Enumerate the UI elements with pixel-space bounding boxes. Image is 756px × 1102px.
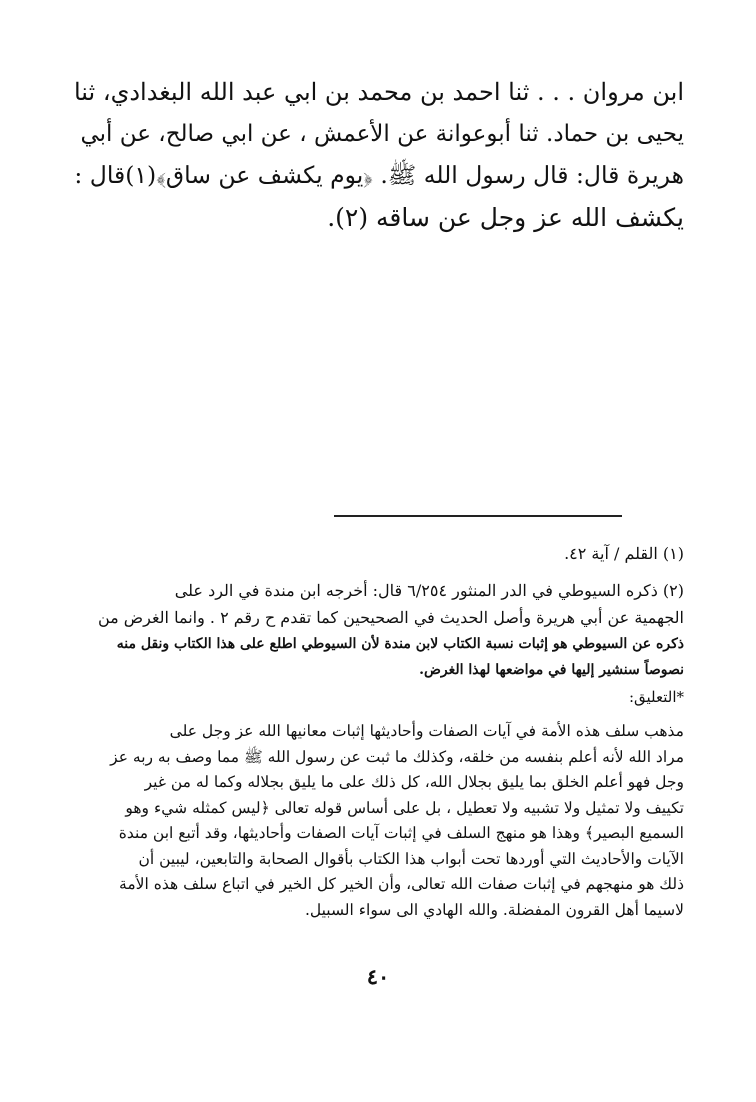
main-text-block — [72, 72, 684, 238]
taliq-line: لاسيما أهل القرون المفضلة. والله الهادي الى سواء السبيل. — [304, 900, 684, 919]
footnote-1: (١) القلم / آية ٤٢. — [564, 544, 684, 563]
taliq-line: تكييف ولا تمثيل ولا تشبيه ولا تعطيل ، بل على أساس قوله تعالى ﴿ليس كمثله شيء وهو — [125, 798, 684, 817]
footnote-2-line: الجهمية عن أبي هريرة وأصل الحديث في الصحيحين كما تقدم ح رقم ٢ . وانما الغرض من — [97, 608, 684, 627]
taliq-line: مراد الله لأنه أعلم بنفسه من خلقه، وكذلك ما ثبت عن رسول الله ﷺ مما وصف به ربه عز — [110, 747, 684, 766]
main-text-line: ابن مروان . . . ثنا احمد بن محمد بن ابي عبد الله البغدادي، ثنا — [73, 78, 684, 106]
main-text-line: يكشف الله عز وجل عن ساقه (٢). — [327, 202, 684, 232]
main-text-line: هريرة قال: قال رسول الله ﷺ. ﴿يوم يكشف عن ساق﴾(١)قال : — [74, 161, 684, 189]
footnote-2-bold-line: نصوصاً سنشير إليها في مواضعها لهذا الغرض. — [419, 662, 684, 678]
taliq-heading: *التعليق: — [628, 688, 684, 706]
footnotes-block — [82, 540, 684, 923]
main-text-line: يحيى بن حماد. ثنا أبوعوانة عن الأعمش ، عن ابي صالح، عن أبي — [80, 120, 684, 147]
footnote-divider — [334, 515, 622, 517]
taliq-line: السميع البصير﴾ وهذا هو منهج السلف في إثبات آيات الصفات وأحاديثها، وقد أتبع ابن مندة — [118, 824, 684, 842]
page-number: ٤٠ — [366, 964, 390, 989]
taliq-line: وجل فهو أعلم الخلق بما يليق بجلال الله، كل ذلك على ما يليق بجلاله وكما له من غير — [144, 773, 684, 791]
footnote-2-bold-line: ذكره عن السيوطي هو إثبات نسبة الكتاب لابن مندة لأن السيوطي اطلع على هذا الكتاب ونقل منه — [116, 636, 684, 652]
taliq-line: مذهب سلف هذه الأمة في آيات الصفات وأحاديثها إثبات معانيها الله عز وجل على — [169, 722, 684, 740]
taliq-line: الآيات والأحاديث التي أوردها تحت أبواب هذا الكتاب بأقوال الصحابة والتابعين، ليبين أن — [138, 849, 684, 868]
footnote-2-line: (٢) ذكره السيوطي في الدر المنثور ٦/٢٥٤ قال: أخرجه ابن مندة في الرد على — [174, 581, 684, 600]
taliq-line: ذلك هو منهجهم في إثبات صفات الله تعالى، وأن الخير كل الخير في اتباع سلف هذه الأمة — [119, 875, 684, 893]
